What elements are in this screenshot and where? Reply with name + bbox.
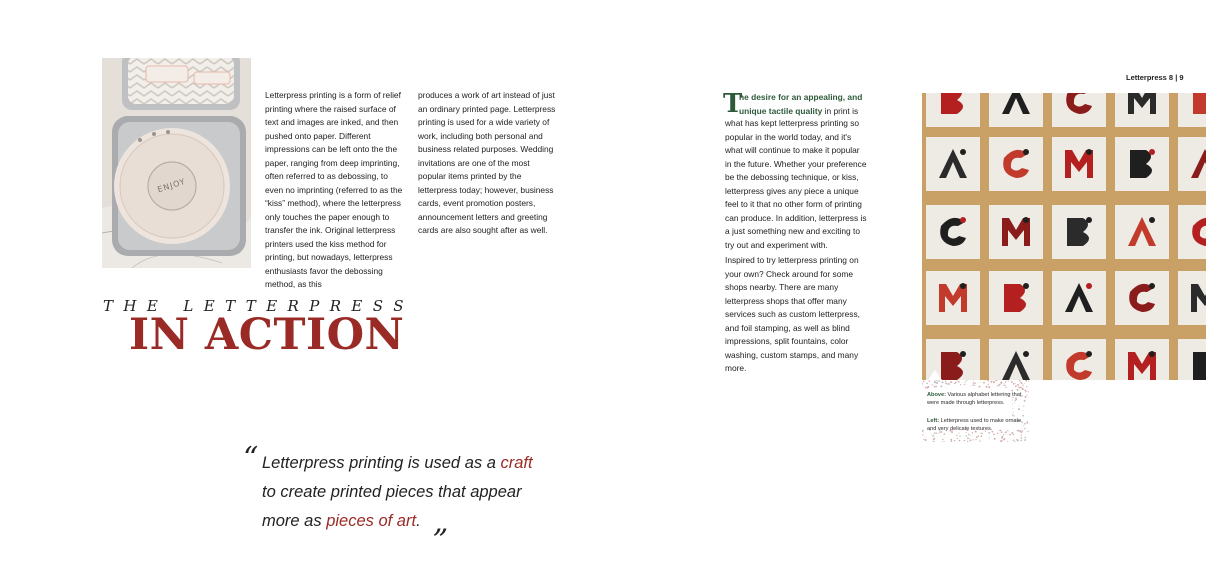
- speckle-dot: [970, 435, 971, 436]
- speckle-dot: [945, 381, 946, 382]
- caption-above-label: Above:: [927, 392, 946, 398]
- speckle-dot: [932, 435, 934, 437]
- speckle-dot: [1026, 386, 1027, 387]
- speckle-dot: [1002, 382, 1003, 383]
- drop-cap: T: [723, 89, 743, 119]
- speckle-dot: [927, 386, 929, 388]
- speckle-dot: [950, 434, 951, 435]
- speckle-dot: [950, 439, 952, 441]
- coaster-enjoy-text: ENJOY: [156, 176, 187, 195]
- speckle-dot: [1001, 383, 1002, 384]
- speckle-dot: [1005, 385, 1006, 386]
- speckle-dot: [980, 441, 981, 442]
- speckle-dot: [978, 382, 979, 383]
- speckle-dot: [1025, 380, 1027, 382]
- speckle-dot: [934, 381, 936, 383]
- speckle-dot: [940, 385, 942, 387]
- speckle-dot: [1021, 388, 1022, 389]
- speckle-dot: [972, 436, 973, 437]
- caption-left-text: Letterpress used to make ornate, and very delicate textures.: [927, 418, 1023, 432]
- caption-above-text: Various alphabet lettering that were made through letterpress.: [927, 392, 1022, 406]
- speckle-dot: [972, 385, 973, 386]
- speckle-dot: [997, 385, 999, 387]
- page-folio: Letterpress 8 | 9: [1126, 73, 1184, 82]
- speckle-dot: [989, 438, 990, 439]
- letter-print-card: [1052, 271, 1106, 325]
- speckle-dot: [1028, 397, 1029, 398]
- speckle-dot: [1015, 383, 1016, 384]
- speckle-dot: [957, 438, 958, 439]
- speckle-dot: [1004, 438, 1006, 440]
- speckle-dot: [975, 382, 976, 383]
- speckle-dot: [1001, 440, 1003, 442]
- caption-left: [927, 417, 1027, 433]
- speckle-dot: [972, 439, 973, 440]
- speckle-dot: [935, 380, 937, 381]
- speckle-dot: [973, 382, 974, 383]
- speckle-dot: [1012, 381, 1013, 382]
- speckle-dot: [983, 382, 985, 384]
- speckle-dot: [956, 435, 957, 436]
- speckle-dot: [946, 387, 947, 388]
- speckle-dot: [966, 380, 967, 381]
- speckle-dot: [923, 433, 924, 434]
- speckle-dot: [974, 385, 975, 386]
- speckle-dot: [969, 440, 970, 441]
- speckle-dot: [923, 430, 924, 431]
- caption-pointer: [928, 370, 942, 380]
- speckle-dot: [1013, 434, 1014, 435]
- speckle-dot: [1028, 391, 1029, 392]
- speckle-dot: [1013, 412, 1014, 413]
- speckle-dot: [964, 440, 966, 442]
- speckle-dot: [1000, 386, 1001, 387]
- speckle-dot: [979, 386, 981, 388]
- speckle-dot: [1021, 435, 1022, 436]
- quote-line3-period: .: [416, 512, 421, 530]
- speckle-dot: [969, 438, 970, 439]
- speckle-dot: [1005, 381, 1006, 382]
- letter-glyph-shape: [1193, 351, 1206, 380]
- speckle-dot: [933, 438, 935, 440]
- speckle-dot: [999, 385, 1000, 386]
- speckle-dot: [988, 384, 989, 385]
- speckle-dot: [933, 385, 934, 386]
- quote-line1-text: Letterpress printing is used as a: [262, 454, 501, 472]
- speckle-dot: [991, 382, 992, 383]
- speckle-dot: [926, 383, 928, 385]
- speckle-dot: [929, 381, 930, 382]
- letter-print-card: [926, 137, 980, 191]
- speckle-dot: [988, 381, 989, 382]
- photo-alphabet-wall: [922, 93, 1206, 380]
- speckle-dot: [979, 440, 980, 441]
- photo-letterpress-coasters: [102, 58, 251, 268]
- speckle-dot: [978, 436, 979, 437]
- speckle-dot: [1016, 439, 1018, 441]
- speckle-dot: [968, 434, 969, 435]
- quote-line3-text: more as: [262, 512, 327, 530]
- speckle-dot: [935, 380, 936, 381]
- speckle-dot: [931, 434, 932, 435]
- speckle-dot: [1003, 434, 1004, 435]
- speckle-dot: [964, 384, 965, 385]
- speckle-dot: [970, 386, 971, 387]
- pull-quote-line-1: [262, 454, 533, 473]
- letter-print-card: [1115, 205, 1169, 259]
- speckle-dot: [1006, 387, 1007, 388]
- speckle-dot: [949, 383, 950, 384]
- speckle-dot: [1017, 384, 1019, 386]
- speckle-dot: [925, 439, 927, 441]
- speckle-dot: [976, 436, 978, 438]
- speckle-dot: [936, 386, 938, 388]
- speckle-dot: [923, 386, 924, 387]
- headline-title: IN ACTION: [129, 310, 405, 360]
- speckle-dot: [964, 384, 965, 385]
- speckle-dot: [993, 382, 995, 384]
- speckle-dot: [932, 384, 933, 385]
- speckle-dot: [1028, 380, 1029, 381]
- speckle-dot: [1020, 439, 1022, 441]
- speckle-dot: [958, 381, 960, 383]
- speckle-dot: [996, 380, 998, 381]
- lead-green-phrase: he desire for an appealing, and unique tactile quality: [739, 92, 863, 116]
- speckle-dot: [1013, 440, 1014, 441]
- speckle-dot: [1018, 408, 1020, 410]
- speckle-dot: [934, 433, 935, 434]
- quote-open-mark: “: [243, 441, 259, 476]
- speckle-dot: [1011, 381, 1012, 382]
- speckle-dot: [942, 381, 944, 383]
- speckle-dot: [1027, 431, 1028, 432]
- speckle-dot: [974, 382, 975, 383]
- speckle-dot: [938, 433, 939, 434]
- speckle-dot: [1023, 384, 1024, 385]
- speckle-dot: [1025, 437, 1026, 438]
- speckle-dot: [966, 435, 968, 437]
- speckle-dot: [922, 383, 923, 385]
- speckle-dot: [942, 441, 943, 442]
- speckle-dot: [967, 438, 969, 440]
- speckle-dot: [942, 439, 944, 441]
- speckle-dot: [1018, 387, 1020, 389]
- speckle-dot: [1005, 387, 1006, 388]
- body-column-1: Letterpress printing is a form of relief printing where the raised surface of text and images are inked, and then pushed onto paper. Different impressions can be left onto the the paper, ranging from deep imprinting, often referred to as debossing, to even no imprinting (referred to as the “kiss” method), where the letterpress only touches the paper enough to transfer the ink. Original letterpress printers used the kiss method for printing, but nowadays, letterpress enthusiasts favor the debossing method, as this: [265, 90, 403, 289]
- speckle-dot: [1024, 439, 1026, 441]
- speckle-dot: [1023, 410, 1024, 411]
- paragraph-2: Inspired to try letterpress printing on your own? Check around for some shops nearby. There are many letterpress shops that offer many services such as custom letterpress, and foil stamping, as well as blind impressions, split fountains, color washing, custom stamps, and many more.: [725, 255, 860, 373]
- speckle-dot: [923, 381, 925, 383]
- speckle-dot: [1007, 441, 1008, 442]
- speckle-dot: [994, 438, 996, 440]
- pull-quote-line-2: to create printed pieces that appear: [262, 483, 522, 501]
- speckle-dot: [1013, 383, 1015, 385]
- speckle-dot: [980, 435, 982, 437]
- speckle-dot: [1021, 437, 1023, 439]
- speckle-dot: [975, 439, 976, 440]
- speckle-dot: [1023, 386, 1024, 387]
- quote-accent-pieces-of-art: pieces of art: [326, 512, 417, 530]
- speckle-dot: [934, 386, 936, 388]
- speckle-dot: [988, 386, 990, 388]
- speckle-dot: [944, 433, 946, 435]
- speckle-dot: [1020, 382, 1022, 384]
- alphabet-wall-illustration: [922, 93, 1206, 380]
- speckle-dot: [1001, 437, 1002, 438]
- speckle-dot: [923, 439, 924, 440]
- speckle-dot: [1012, 414, 1014, 416]
- letter-print-card: [989, 137, 1043, 191]
- letter-glyph-shape: [1193, 93, 1206, 114]
- letter-print-card: [1115, 271, 1169, 325]
- speckle-dot: [1024, 383, 1025, 384]
- speckle-dot: [973, 380, 974, 381]
- speckle-dot: [1004, 383, 1005, 384]
- speckle-dot: [975, 383, 976, 384]
- coasters-illustration: [102, 58, 251, 268]
- speckle-dot: [1008, 381, 1009, 382]
- paragraph-1: what has kept letterpress printing so popular in the world today, and it's what will continue to make it popular in the future. Whether your preference be the debossing technique, or kiss, letterpress gives any piece a unique feel to it that no other form of printing can produce. In addition, letterpress is a just something new and exciting to try out and experiment with.: [725, 118, 867, 250]
- quote-accent-craft: craft: [500, 454, 533, 472]
- speckle-dot: [933, 441, 935, 442]
- speckle-dot: [1014, 441, 1015, 442]
- body-column-2: produces a work of art instead of just an ordinary printed page. Letterpress printing is used for a wide variety of work, including both personal and business related purposes. Wedding invitations are one of the most popular items printed by the letterpress today; however, business cards, event promotion posters, announcement letters and greeting cards are also sought after as well.: [418, 90, 556, 235]
- speckle-dot: [986, 386, 988, 388]
- speckle-dot: [944, 441, 945, 442]
- speckle-dot: [960, 384, 961, 385]
- letter-print-card: [989, 93, 1043, 127]
- speckle-dot: [1008, 435, 1009, 436]
- speckle-dot: [967, 441, 968, 442]
- speckle-dot: [1012, 408, 1013, 409]
- lead-rest: in print is: [822, 105, 859, 116]
- speckle-dot: [965, 381, 966, 382]
- caption-above: [927, 391, 1027, 407]
- speckle-dot: [950, 381, 952, 383]
- speckle-dot: [959, 440, 961, 442]
- speckle-dot: [925, 387, 926, 388]
- letter-print-card: [1178, 205, 1206, 259]
- speckle-dot: [1015, 385, 1017, 387]
- speckle-dot: [929, 380, 930, 381]
- speckle-dot: [945, 382, 947, 384]
- speckle-dot: [948, 383, 949, 384]
- kicker-title: THE LETTERPRESS: [103, 297, 414, 315]
- speckle-dot: [1022, 385, 1023, 386]
- speckle-dot: [922, 434, 923, 435]
- speckle-dot: [1020, 381, 1021, 382]
- lead-paragraph: [739, 91, 864, 118]
- caption-left-label: Left:: [927, 418, 940, 424]
- speckle-dot: [980, 382, 981, 383]
- speckle-dot: [959, 436, 960, 437]
- quote-close-mark: „: [433, 505, 449, 540]
- speckle-dot: [1004, 385, 1005, 386]
- speckle-dot: [993, 433, 995, 435]
- speckle-dot: [954, 440, 956, 442]
- speckle-dot: [957, 380, 958, 381]
- letter-print-card: [926, 205, 980, 259]
- speckle-dot: [925, 437, 926, 438]
- speckle-dot: [939, 380, 940, 381]
- speckle-dot: [922, 430, 923, 432]
- speckle-dot: [955, 382, 957, 384]
- speckle-dot: [1019, 380, 1020, 381]
- pull-quote-line-3: [262, 512, 421, 531]
- speckle-dot: [1009, 434, 1011, 436]
- speckle-dot: [1020, 387, 1021, 388]
